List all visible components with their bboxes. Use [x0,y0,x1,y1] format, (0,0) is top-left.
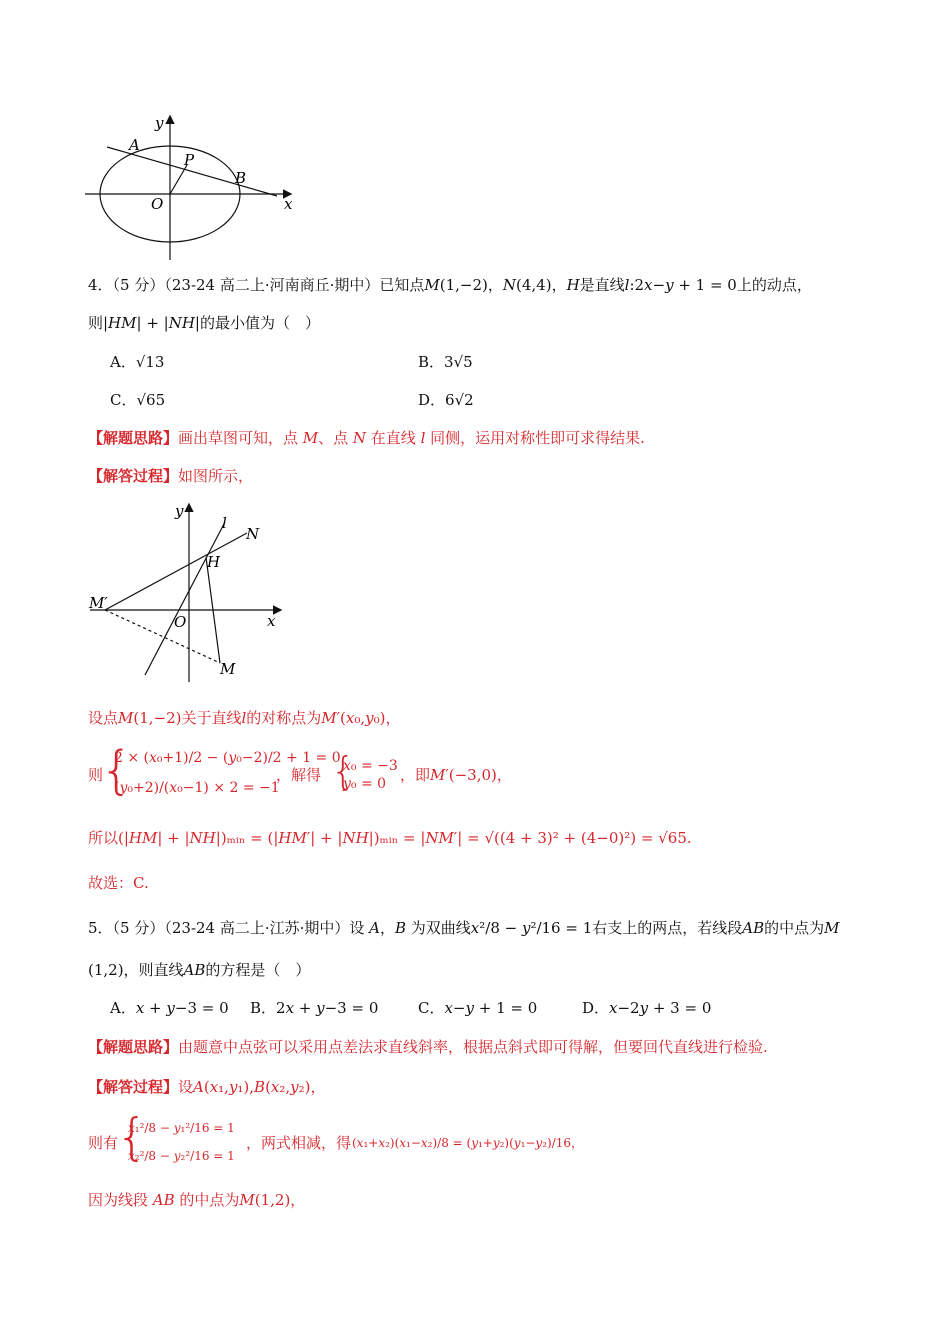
op-segment [170,165,187,194]
q5-subtract-text: ，两式相减，得 [246,1134,352,1152]
label-O: O [151,195,164,213]
q4-option-c: C．√65 [110,391,166,409]
q4-process [88,466,253,486]
q4-answer: 故选：C. [88,874,149,892]
q4-then-word: 则 [88,766,104,784]
q5-system-brace: { [116,1108,148,1166]
line-l [145,522,225,675]
q5-idea [88,1037,768,1057]
label-P: P [184,151,195,169]
label-M: M [220,660,236,678]
q5-system-eq2: 𝑥₂²/8 − 𝑦₂²/16 = 1 [128,1149,235,1163]
q4-idea-tag: 【解题思路】 [88,429,179,447]
label-Mprime: M′ [89,594,108,612]
q4-so-line: 所以(|𝐻𝑀| + |𝑁𝐻|)ₘᵢₙ = (|𝐻𝑀′| + |𝑁𝐻|)ₘᵢₙ = |𝑁𝑀′| = √((4 + 3)² + (4−0)²) = √65. [88,829,692,847]
q4-system-eq2: (𝑦₀+2)/(𝑥₀−1) × 2 = −1 [114,780,280,796]
q5-idea-tag: 【解题思路】 [88,1038,179,1056]
label-x: x [267,612,276,630]
q4-option-b: B．3√5 [418,353,473,371]
q5-proc-tag: 【解答过程】 [88,1078,179,1096]
segment-mp-n [105,533,247,610]
q4-set-line: 设点𝑀(1,−2)关于直线𝑙的对称点为𝑀′(𝑥₀,𝑦₀)， [88,709,401,727]
q4-idea-text: 画出草图可知，点 𝑀、点 𝑁 在直线 𝑙 同侧，运用对称性即可求得结果. [178,429,645,447]
segment-mp-m [105,610,220,663]
label-y: y [155,114,164,132]
q4-proc-tag: 【解答过程】 [88,467,179,485]
q4-system-eq1: 2 × (𝑥₀+1)/2 − (𝑦₀−2)/2 + 1 = 0 [114,750,341,766]
q5-proc-text: 设𝐴(𝑥₁,𝑦₁),𝐵(𝑥₂,𝑦₂)， [178,1078,326,1096]
q4-idea [88,428,645,448]
q5-option-b: B．2𝑥 + 𝑦−3 = 0 [250,999,379,1017]
q5-mid-line: 因为线段 𝐴𝐵 的中点为𝑀(1,2)， [88,1191,306,1209]
q5-option-d: D．𝑥−2𝑦 + 3 = 0 [582,999,712,1017]
label-H: H [207,553,221,571]
q4-system-brace: { [100,741,134,801]
q4-solution-brace: { [331,749,356,793]
label-A: A [129,136,140,154]
q5-option-c: C．𝑥−𝑦 + 1 = 0 [418,999,538,1017]
q5-system-eq1: 𝑥₁²/8 − 𝑦₁²/16 = 1 [128,1121,235,1135]
q5-difference-eq: (𝑥₁+𝑥₂)(𝑥₁−𝑥₂)/8 = (𝑦₁+𝑦₂)(𝑦₁−𝑦₂)/16， [352,1136,584,1150]
q4-option-a: A．√13 [110,353,165,371]
q5-stem-line2: (1,2)，则直线𝐴𝐵的方程是（ ） [88,961,311,979]
q4-solve-word: ，解得 [276,766,322,784]
label-y: y [175,502,184,520]
q4-option-d: D．6√2 [418,391,474,409]
label-N: N [246,525,260,543]
q5-have-word: 则有 [88,1134,119,1152]
label-B: B [235,169,247,187]
q4-solution-tail: ，即𝑀′(−3,0)， [400,766,512,784]
q5-stem-line1: 5．（5 分）（23-24 高二上·江苏·期中）设 𝐴，𝐵 为双曲线𝑥²/8 − 𝑦²/16 = 1右支上的两点，若线段𝐴𝐵的中点为𝑀 [88,919,840,937]
q4-solution-y: 𝑦₀ = 0 [343,776,387,792]
q4-proc-text: 如图所示， [178,467,254,485]
ellipse-figure [85,112,300,262]
q5-process [88,1077,326,1097]
q4-solution-x: 𝑥₀ = −3 [343,758,398,774]
q5-option-a: A．𝑥 + 𝑦−3 = 0 [110,999,229,1017]
reflection-figure [85,500,295,685]
q4-stem-line2: 则|𝐻𝑀| + |𝑁𝐻|的最小值为（ ） [88,314,320,332]
label-x: x [284,195,293,213]
label-l: l [222,514,227,532]
q4-stem-line1: 4．（5 分）（23-24 高二上·河南商丘·期中）已知点𝑀(1,−2)，𝑁(4,4)，𝐻是直线𝑙:2𝑥−𝑦 + 1 = 0上的动点， [88,276,812,294]
label-O: O [174,613,187,631]
q5-idea-text: 由题意中点弦可以采用点差法求直线斜率，根据点斜式即可得解，但要回代直线进行检验. [178,1038,768,1056]
